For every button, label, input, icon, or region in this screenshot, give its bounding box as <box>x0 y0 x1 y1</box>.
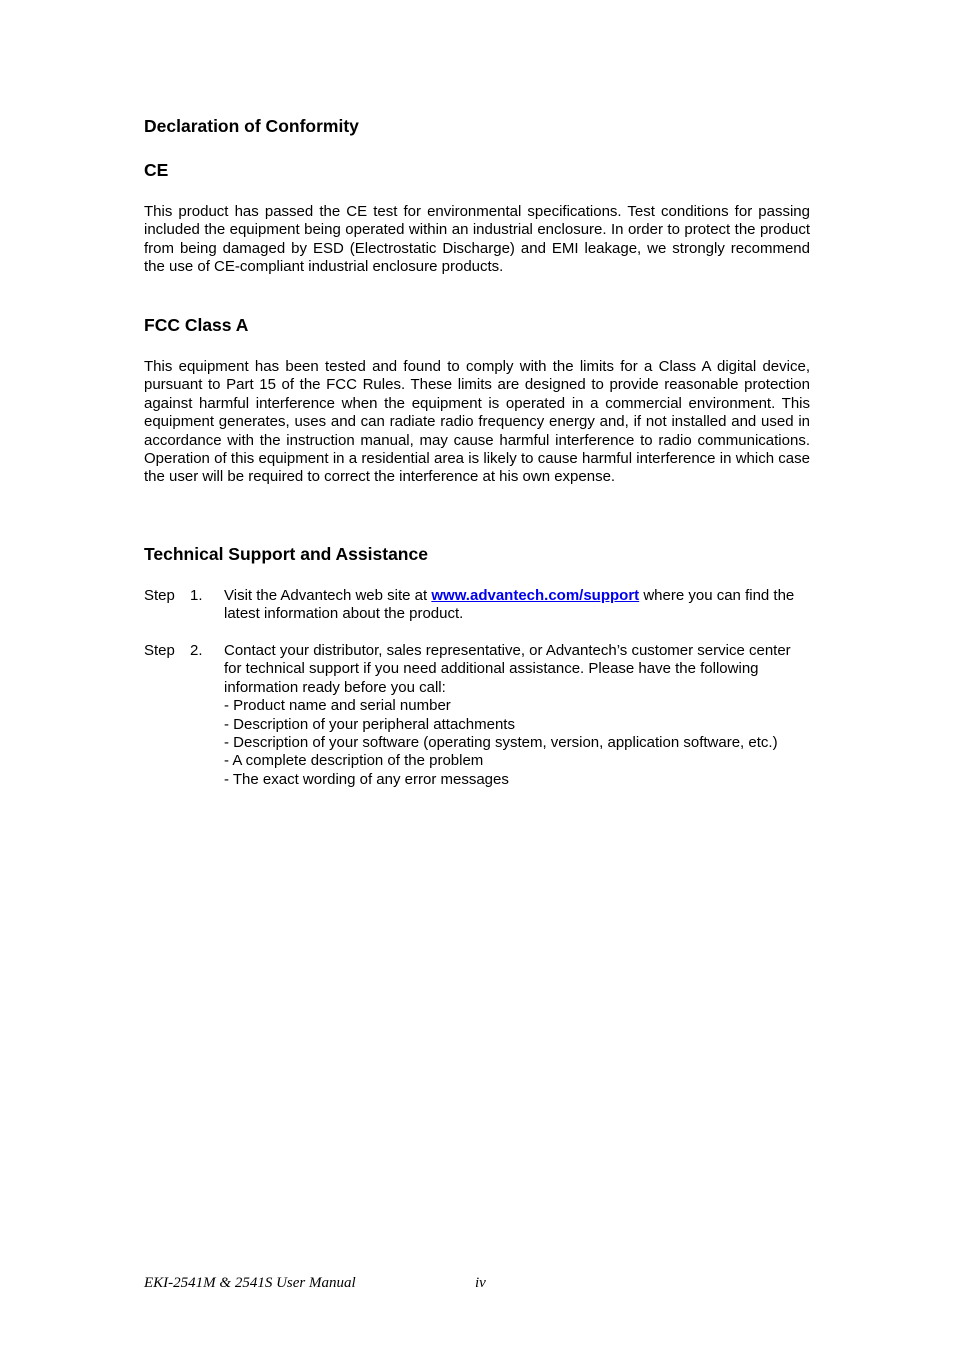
heading-fcc: FCC Class A <box>144 315 249 335</box>
fcc-paragraph: This equipment has been tested and found to comply with the limits for a Class A digital device, pursuant to Part 15 of the FCC Rules. These limits are designed to provide reasonable protection against harmful interference when the equipment is operated in a commercial environment. This equipment generates, uses and can radiate radio frequency energy and, if not installed and used in accordance with the instruction manual, may cause harmful interference to radio communications. Operation of this equipment in a residential area is likely to cause harmful interference in which case the user will be required to correct the interference at his own expense. <box>144 358 810 486</box>
heading-declaration: Declaration of Conformity <box>144 116 359 136</box>
heading-support: Technical Support and Assistance <box>144 544 428 564</box>
step-2-label: Step <box>144 642 175 659</box>
list-item: - Description of your peripheral attachments <box>224 715 515 733</box>
list-item: - Product name and serial number <box>224 697 451 715</box>
list-item: - A complete description of the problem <box>224 752 484 770</box>
list-item: - The exact wording of any error messages <box>224 770 509 788</box>
step-1 <box>144 587 810 624</box>
support-link[interactable]: www.advantech.com/support <box>431 587 640 604</box>
step-2-number: 2. <box>190 642 203 659</box>
step-1-label: Step <box>144 587 175 604</box>
footer-page-number: iv <box>475 1275 486 1291</box>
step-2 <box>144 642 810 789</box>
ce-paragraph: This product has passed the CE test for environmental specifications. Test conditions for passing included the equipment being operated within an industrial enclosure. In order to protect the product from being damaged by ESD (Electrostatic Discharge) and EMI leakage, we strongly recommend the use of CE-compliant industrial enclosure products. <box>144 203 810 276</box>
step-2-text: Contact your distributor, sales representative, or Advantech’s customer service center for technical support if you need additional assistance. Please have the following information ready before you call: <box>224 642 791 696</box>
heading-ce: CE <box>144 160 169 180</box>
info-list <box>224 697 810 789</box>
step-1-text-before: Visit the Advantech web site at <box>224 587 432 604</box>
footer-manual-title: EKI-2541M & 2541S User Manual <box>144 1275 356 1291</box>
list-item: - Description of your software (operating system, version, application software, etc.) <box>224 734 778 752</box>
step-1-number: 1. <box>190 587 203 604</box>
step-1-text-after: where you can find the latest information about the product. <box>224 587 795 623</box>
page-footer <box>144 1275 486 1292</box>
step-1-text <box>224 587 810 624</box>
